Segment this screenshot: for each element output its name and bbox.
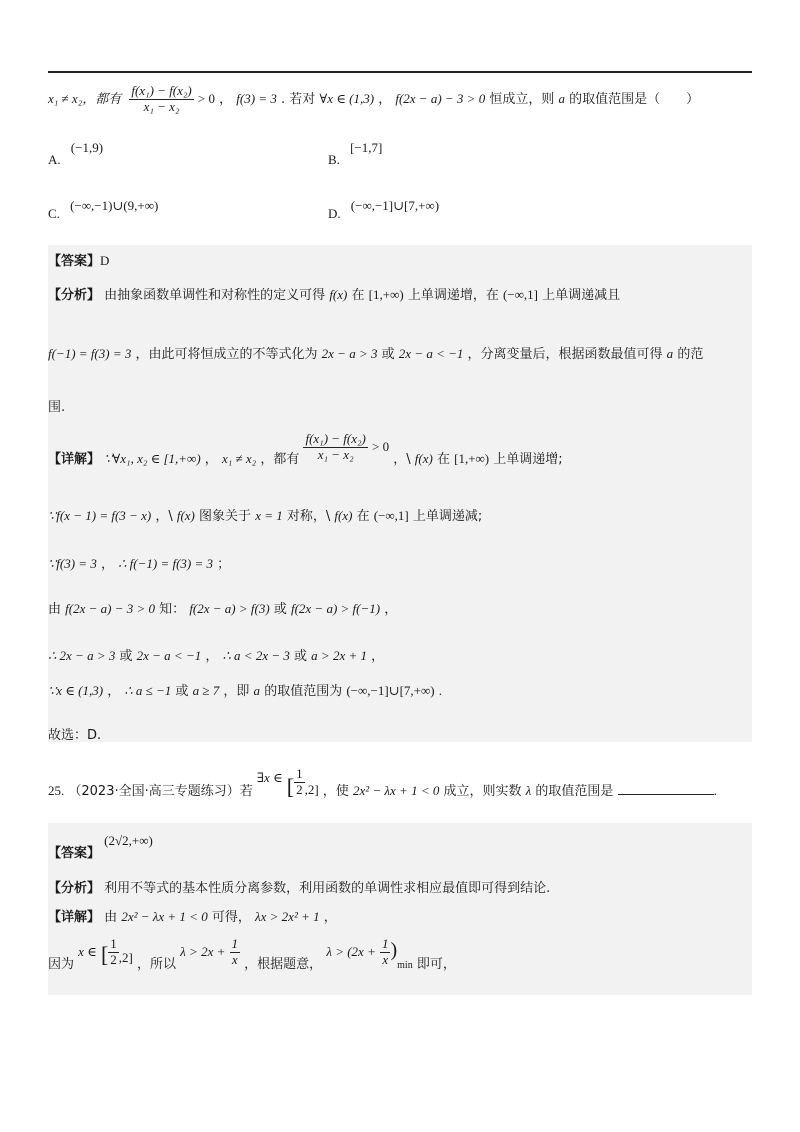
q24-detail-line1: 【详解】 ∵∀x₁, x₂ ∈ [1,+∞) ， x₁ ≠ x₂ ，都有 $\frac{\text{f(x₁) − f(x₂)}}{\text{x₁ − x₂}}$ > 0 ，\ f(x) 在 [1,+∞) 上单调递增; [48, 431, 563, 467]
q25-detail-line1: 【详解】 由 2x² − λx + 1 < 0 可得， λx > 2x² + 1 ， [48, 909, 337, 925]
option-d: D. (−∞,−1]∪[7,+∞) [328, 198, 440, 221]
q24-conclusion: 故选：D. [48, 728, 102, 743]
q24-fraction: $\frac{\text{f(x₁) − f(x₂)}}{\text{x₁ − x₂}}$ [131, 83, 192, 114]
q24-stem: x₁ ≠ x₂，都有 $\frac{\text{f(x₁) − f(x₂)}}{\text{x₁ − x₂}}$ > 0 ， f(3) = 3 . 若对 ∀x ∈ (1,3) ， f(2x − a) − 3 > 0 恒成立，则 a 的取值范围是（ ） [48, 83, 700, 114]
q25-number: 25. [48, 783, 65, 798]
q24-analysis-line2: f(−1) = f(3) = 3 ，由此可将恒成立的不等式化为 2x − a > 3 或 2x − a < −1 ，分离变量后，根据函数最值可得 a 的范 [48, 346, 704, 362]
q25-stem: 25. （2023·全国·高三专题练习）若 ∃x ∈ [ $\frac{1}{2}$ ,2] ，使 2x² − λx + 1 < 0 成立，则实数 λ 的取值范围是 . [48, 766, 717, 799]
q24-f3: f(3) = 3 [236, 90, 277, 106]
option-a: A. (−1,9) [48, 140, 104, 167]
q25-analysis: 【分析】 利用不等式的基本性质分离参数，利用函数的单调性求相应最值即可得到结论. [48, 881, 551, 896]
q24-cond: x₁ ≠ x₂，都有 [48, 90, 122, 106]
q24-inequality: f(2x − a) − 3 > 0 [395, 90, 486, 106]
q24-forall: ∀x ∈ (1,3) [319, 90, 375, 106]
q24-detail-line2: ∵f(x − 1) = f(3 − x) ，\ f(x) 图象关于 x = 1 对称，\ f(x) 在 (−∞,1] 上单调递减; [48, 508, 483, 524]
q25-answer-blank [618, 782, 714, 795]
q24-analysis-line3: 围. [48, 400, 66, 415]
option-c: C. (−∞,−1)∪(9,+∞) [48, 198, 159, 221]
q24-detail-line3: ∵f(3) = 3 ， ∴ f(−1) = f(3) = 3 ； [48, 556, 231, 572]
q24-answer: 【答案】D [48, 253, 110, 269]
top-rule [48, 71, 752, 73]
q25-detail-line2: 因为 x ∈ [ $\frac{1}{2}$ ,2] ，所以 λ > 2x + $\frac{1}{x}$ ，根据题意， λ > (2x + $\frac{1}{x}$ )$_{min}$ 即可， [48, 936, 456, 972]
q24-solution-block [48, 245, 752, 742]
q25-answer: 【答案】 (2√2,+∞) [48, 833, 153, 861]
q24-detail-line5: ∴ 2x − a > 3 或 2x − a < −1 ， ∴ a < 2x − 3 或 a > 2x + 1 ， [48, 648, 385, 664]
q24-analysis-line1: 【分析】 由抽象函数单调性和对称性的定义可得 f(x) 在 [1,+∞) 上单调递增，在 (−∞,1] 上单调递减且 [48, 287, 621, 303]
q25-source: （2023·全国·高三专题练习）若 [68, 784, 253, 799]
q24-detail-line6: ∵x ∈ (1,3) ， ∴ a ≤ −1 或 a ≥ 7 ，即 a 的取值范围为 (−∞,−1]∪[7,+∞) . [48, 683, 442, 699]
q24-detail-line4: 由 f(2x − a) − 3 > 0 知： f(2x − a) > f(3) 或 f(2x − a) > f(−1) ， [48, 601, 398, 617]
option-b: B. [−1,7] [328, 140, 383, 167]
